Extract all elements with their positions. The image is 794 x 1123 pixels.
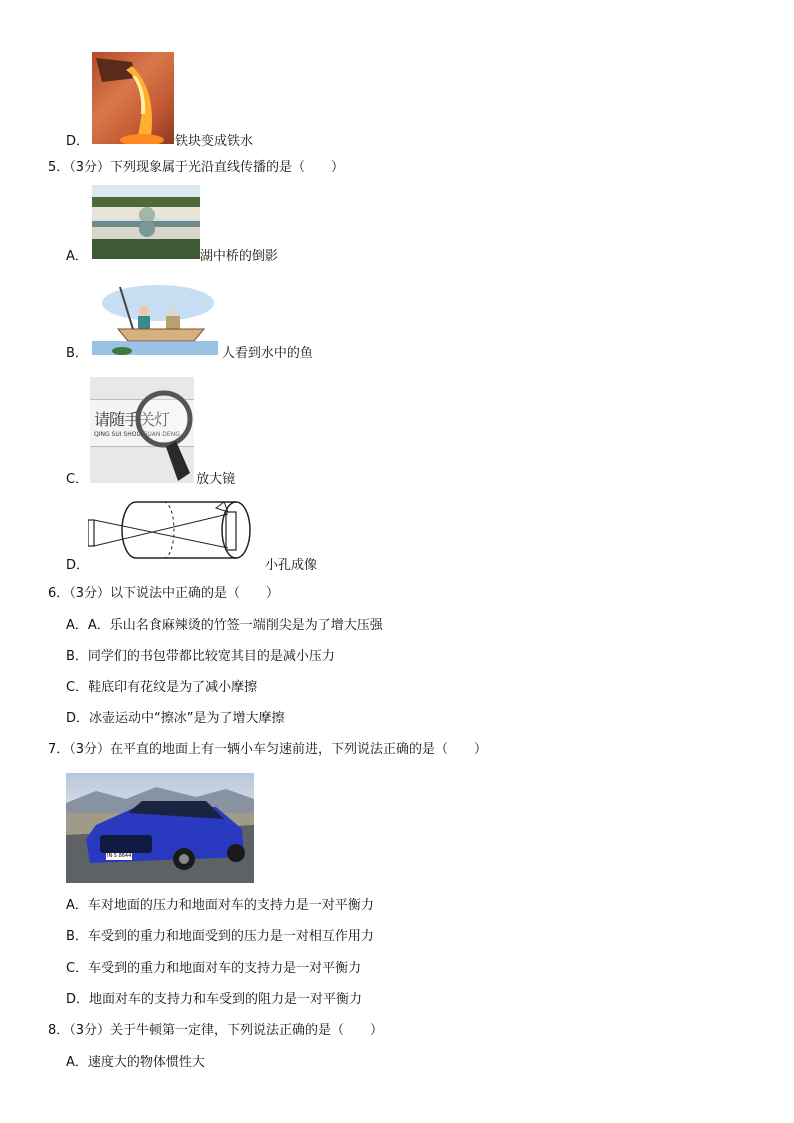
magnifier-sign-image xyxy=(90,377,194,483)
pinhole-camera-diagram xyxy=(88,498,262,562)
license-plate-text: IN·S 8644 xyxy=(107,853,132,859)
blue-car-image xyxy=(66,773,254,883)
option-caption: 湖中桥的倒影 xyxy=(199,249,278,264)
option-letter: C． xyxy=(66,472,89,487)
option-letter: D． xyxy=(66,558,90,573)
q6-option-d: D．冰壶运动中“擦冰”是为了增大摩擦 xyxy=(66,711,285,726)
sign-text: 请随手关灯 xyxy=(94,410,170,429)
q6-option-a: A．A．乐山名食麻辣烫的竹签一端削尖是为了增大压强 xyxy=(66,618,383,633)
q8-stem: 8．（3分）关于牛顿第一定律，下列说法正确的是（ ） xyxy=(48,1023,384,1038)
sign-pinyin: QING SUI SHOU GUAN DENG xyxy=(94,431,180,438)
option-caption: 人看到水中的鱼 xyxy=(221,346,313,361)
option-letter: A． xyxy=(66,249,88,264)
option-caption: 铁块变成铁水 xyxy=(175,134,254,149)
q6-option-b: B．同学们的书包带都比较宽其目的是减小压力 xyxy=(66,649,335,664)
q7-option-b: B．车受到的重力和地面受到的压力是一对相互作用力 xyxy=(66,929,374,944)
molten-iron-image xyxy=(92,52,174,144)
q5-option-a xyxy=(66,248,278,266)
option-letter: D． xyxy=(66,134,90,149)
ladle-pour-graphic xyxy=(92,52,174,144)
magnifier-graphic xyxy=(90,377,194,483)
q7-option-c: C．车受到的重力和地面对车的支持力是一对平衡力 xyxy=(66,961,362,976)
q5-stem: 5．（3分）下列现象属于光沿直线传播的是（ ） xyxy=(48,160,345,175)
q6-option-c: C．鞋底印有花纹是为了减小摩擦 xyxy=(66,680,258,695)
option-letter: B． xyxy=(66,346,88,361)
option-caption: 小孔成像 xyxy=(265,558,318,573)
car-graphic xyxy=(66,773,254,883)
q7-stem: 7．（3分）在平直的地面上有一辆小车匀速前进，下列说法正确的是（ ） xyxy=(48,742,488,757)
q7-option-d: D．地面对车的支持力和车受到的阻力是一对平衡力 xyxy=(66,992,363,1007)
q6-stem: 6．（3分）以下说法中正确的是（ ） xyxy=(48,586,280,601)
option-caption: 放大镜 xyxy=(196,472,236,487)
q5-option-c xyxy=(66,471,235,489)
q8-option-a: A．速度大的物体惯性大 xyxy=(66,1055,205,1070)
q4-option-d xyxy=(66,133,253,151)
q7-option-a: A．车对地面的压力和地面对车的支持力是一对平衡力 xyxy=(66,898,374,913)
q5-option-b xyxy=(66,345,313,363)
q5-option-d xyxy=(66,557,317,575)
